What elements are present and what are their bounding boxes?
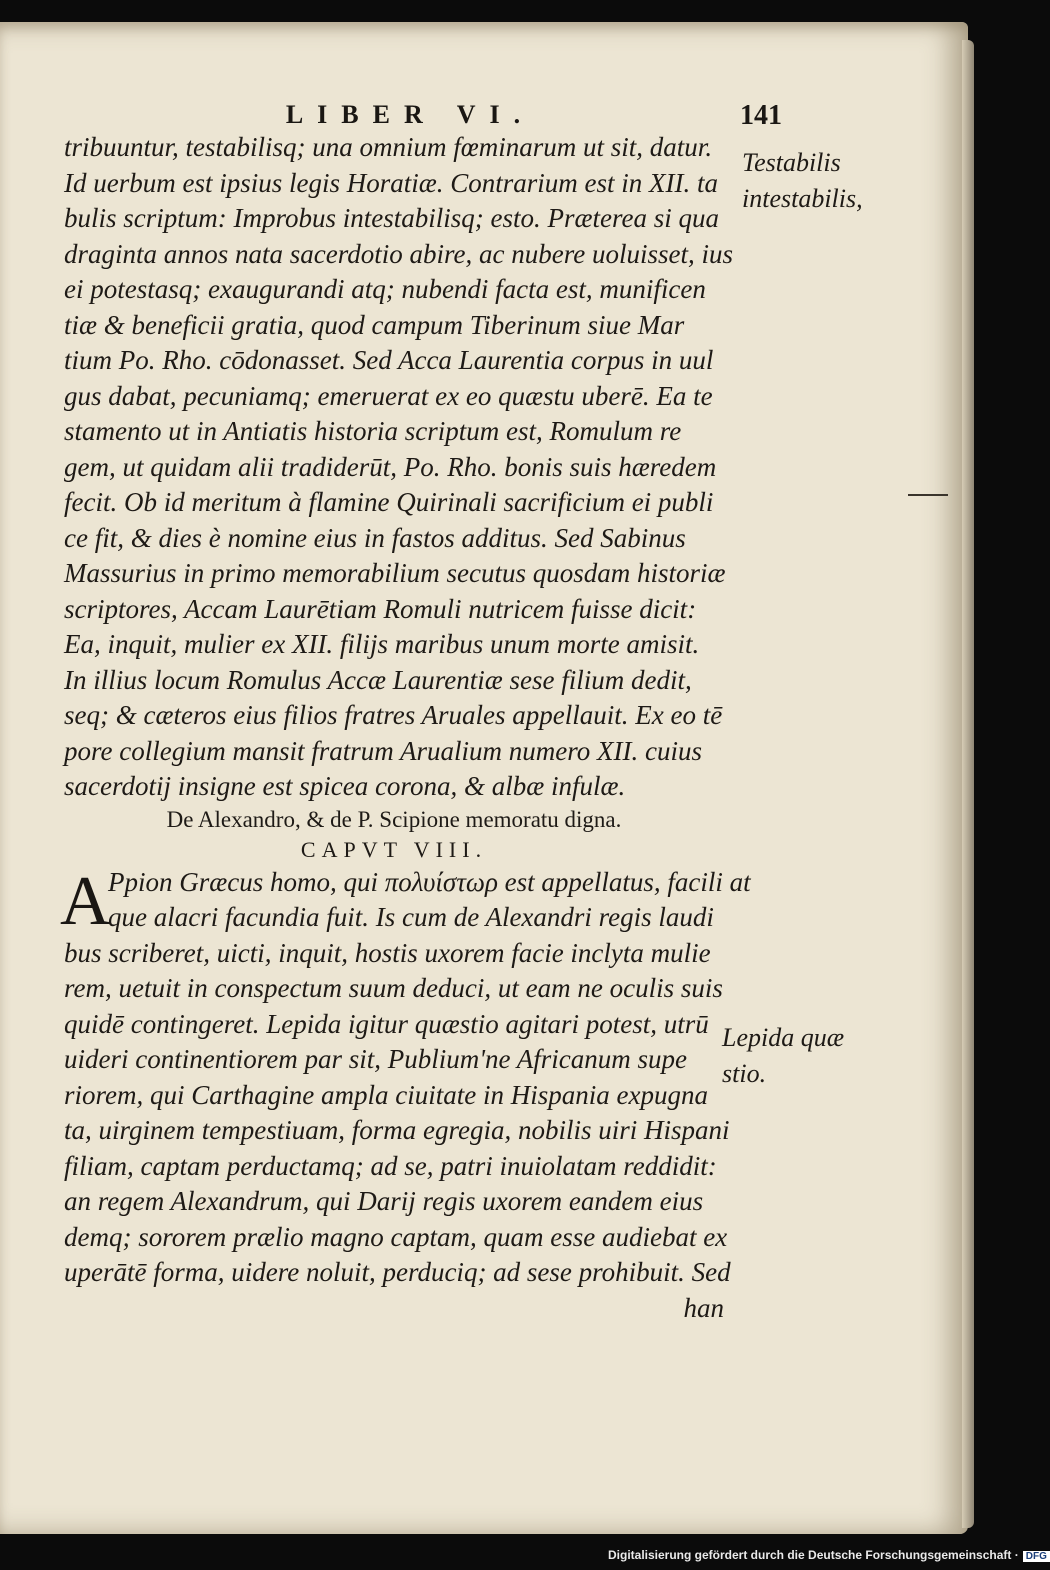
text-line: gem, ut quidam alii tradiderūt, Po. Rho. bonis suis hæredem: [64, 451, 717, 482]
text-line: tribuuntur, testabilisq; una omnium fœminarum ut sit, datur.: [64, 132, 713, 162]
chapter-heading: CAPVT VIII.: [300, 836, 488, 862]
dfg-logo: DFG: [1023, 1551, 1050, 1562]
marginal-note-line: Lepida quæ: [722, 1023, 845, 1052]
text-line: que alacri facundia fuit. Is cum de Alexandri regis laudi: [108, 902, 714, 932]
margin-mark: [908, 494, 948, 496]
marginal-note-line: intestabilis,: [742, 184, 863, 213]
text-line: Massurius in primo memorabilium secutus quosdam historiæ: [64, 558, 726, 588]
text-line: sacerdotij insigne est spicea corona, & albæ infulæ.: [64, 771, 626, 801]
drop-capital: A: [60, 862, 111, 940]
text-line: bus scriberet, uicti, inquit, hostis uxorem facie inclyta mulie: [64, 937, 711, 968]
text-line: uideri continentiorem par sit, Publium'ne Africanum supe: [64, 1044, 687, 1074]
catchword: han: [683, 1292, 724, 1323]
digitization-credit: [608, 1548, 1050, 1562]
text-line: bulis scriptum: Improbus intestabilisq; esto. Præterea si qua: [64, 203, 719, 233]
chapter-8-body: [60, 862, 751, 1291]
text-block-chapter-7-end: [64, 130, 733, 805]
text-line: filiam, captam perductamq; ad se, patri inuiolatam reddidit:: [64, 1150, 717, 1181]
text-line: tiæ & beneficii gratia, quod campum Tiberinum siue Mar: [64, 309, 685, 340]
section-heading: De Alexandro, & de P. Scipione memoratu digna.: [166, 806, 622, 832]
text-line: pore collegium mansit fratrum Arualium numero XII. cuius: [64, 735, 702, 766]
text-line: gus dabat, pecuniamq; emeruerat ex eo quæstu uberē. Ea te: [64, 380, 713, 411]
text-line: scriptores, Accam Laurētiam Romuli nutricem fuisse dicit:: [64, 593, 697, 624]
marginal-note-line: Testabilis: [742, 148, 841, 177]
folio-number: 141: [740, 100, 782, 131]
text-line: Ppion Græcus homo, qui πολυίστωρ est appellatus, facili at: [108, 866, 751, 897]
running-head: LIBER VI.: [285, 100, 535, 129]
text-line: rem, uetuit in conspectum suum deduci, ut eam ne oculis suis: [64, 973, 723, 1003]
marginal-note-line: stio.: [722, 1059, 767, 1088]
text-line: seq; & cæteros eius filios fratres Aruales appellauit. Ex eo tē: [64, 700, 723, 730]
text-line: Ea, inquit, mulier ex XII. filijs maribus unum morte amisit.: [64, 629, 700, 659]
main-text-column: [60, 130, 751, 1326]
text-line: Id uerbum est ipsius legis Horatiæ. Contrarium est in XII. ta: [64, 167, 718, 198]
text-line: ta, uirginem tempestiuam, forma egregia, nobilis uiri Hispani: [64, 1115, 730, 1145]
text-line: demq; sororem prælio magno captam, quam esse audiebat ex: [64, 1221, 728, 1252]
page-edge: [962, 40, 974, 1528]
text-line: ce fit, & dies è nomine eius in fastos additus. Sed Sabinus: [64, 522, 686, 553]
text-line: stamento ut in Antiatis historia scriptum est, Romulum re: [64, 416, 682, 446]
text-block-chapter-8: [64, 865, 751, 1291]
marginal-note-testabilis: [742, 145, 863, 217]
text-line: riorem, qui Carthagine ampla ciuitate in Hispania expugna: [64, 1079, 708, 1110]
text-line: quidē contingeret. Lepida igitur quæstio agitari potest, utrū: [64, 1008, 709, 1039]
marginal-note-lepida: [722, 1020, 844, 1092]
text-line: draginta annos nata sacerdotio abire, ac nubere uoluisset, ius: [64, 238, 733, 269]
text-line: tium Po. Rho. cōdonasset. Sed Acca Laurentia corpus in uul: [64, 345, 714, 375]
text-line: fecit. Ob id meritum à flamine Quirinali sacrificium ei publi: [64, 487, 714, 517]
text-line: an regem Alexandrum, qui Darij regis uxorem eandem eius: [64, 1186, 704, 1216]
credit-text: Digitalisierung gefördert durch die Deutsche Forschungsgemeinschaft ·: [608, 1548, 1019, 1562]
text-line: ei potestasq; exaugurandi atq; nubendi facta est, munificen: [64, 274, 706, 304]
text-line: uperātē forma, uidere noluit, perduciq; ad sese prohibuit. Sed: [64, 1257, 731, 1287]
text-line: In illius locum Romulus Accæ Laurentiæ sese filium dedit,: [64, 664, 692, 695]
